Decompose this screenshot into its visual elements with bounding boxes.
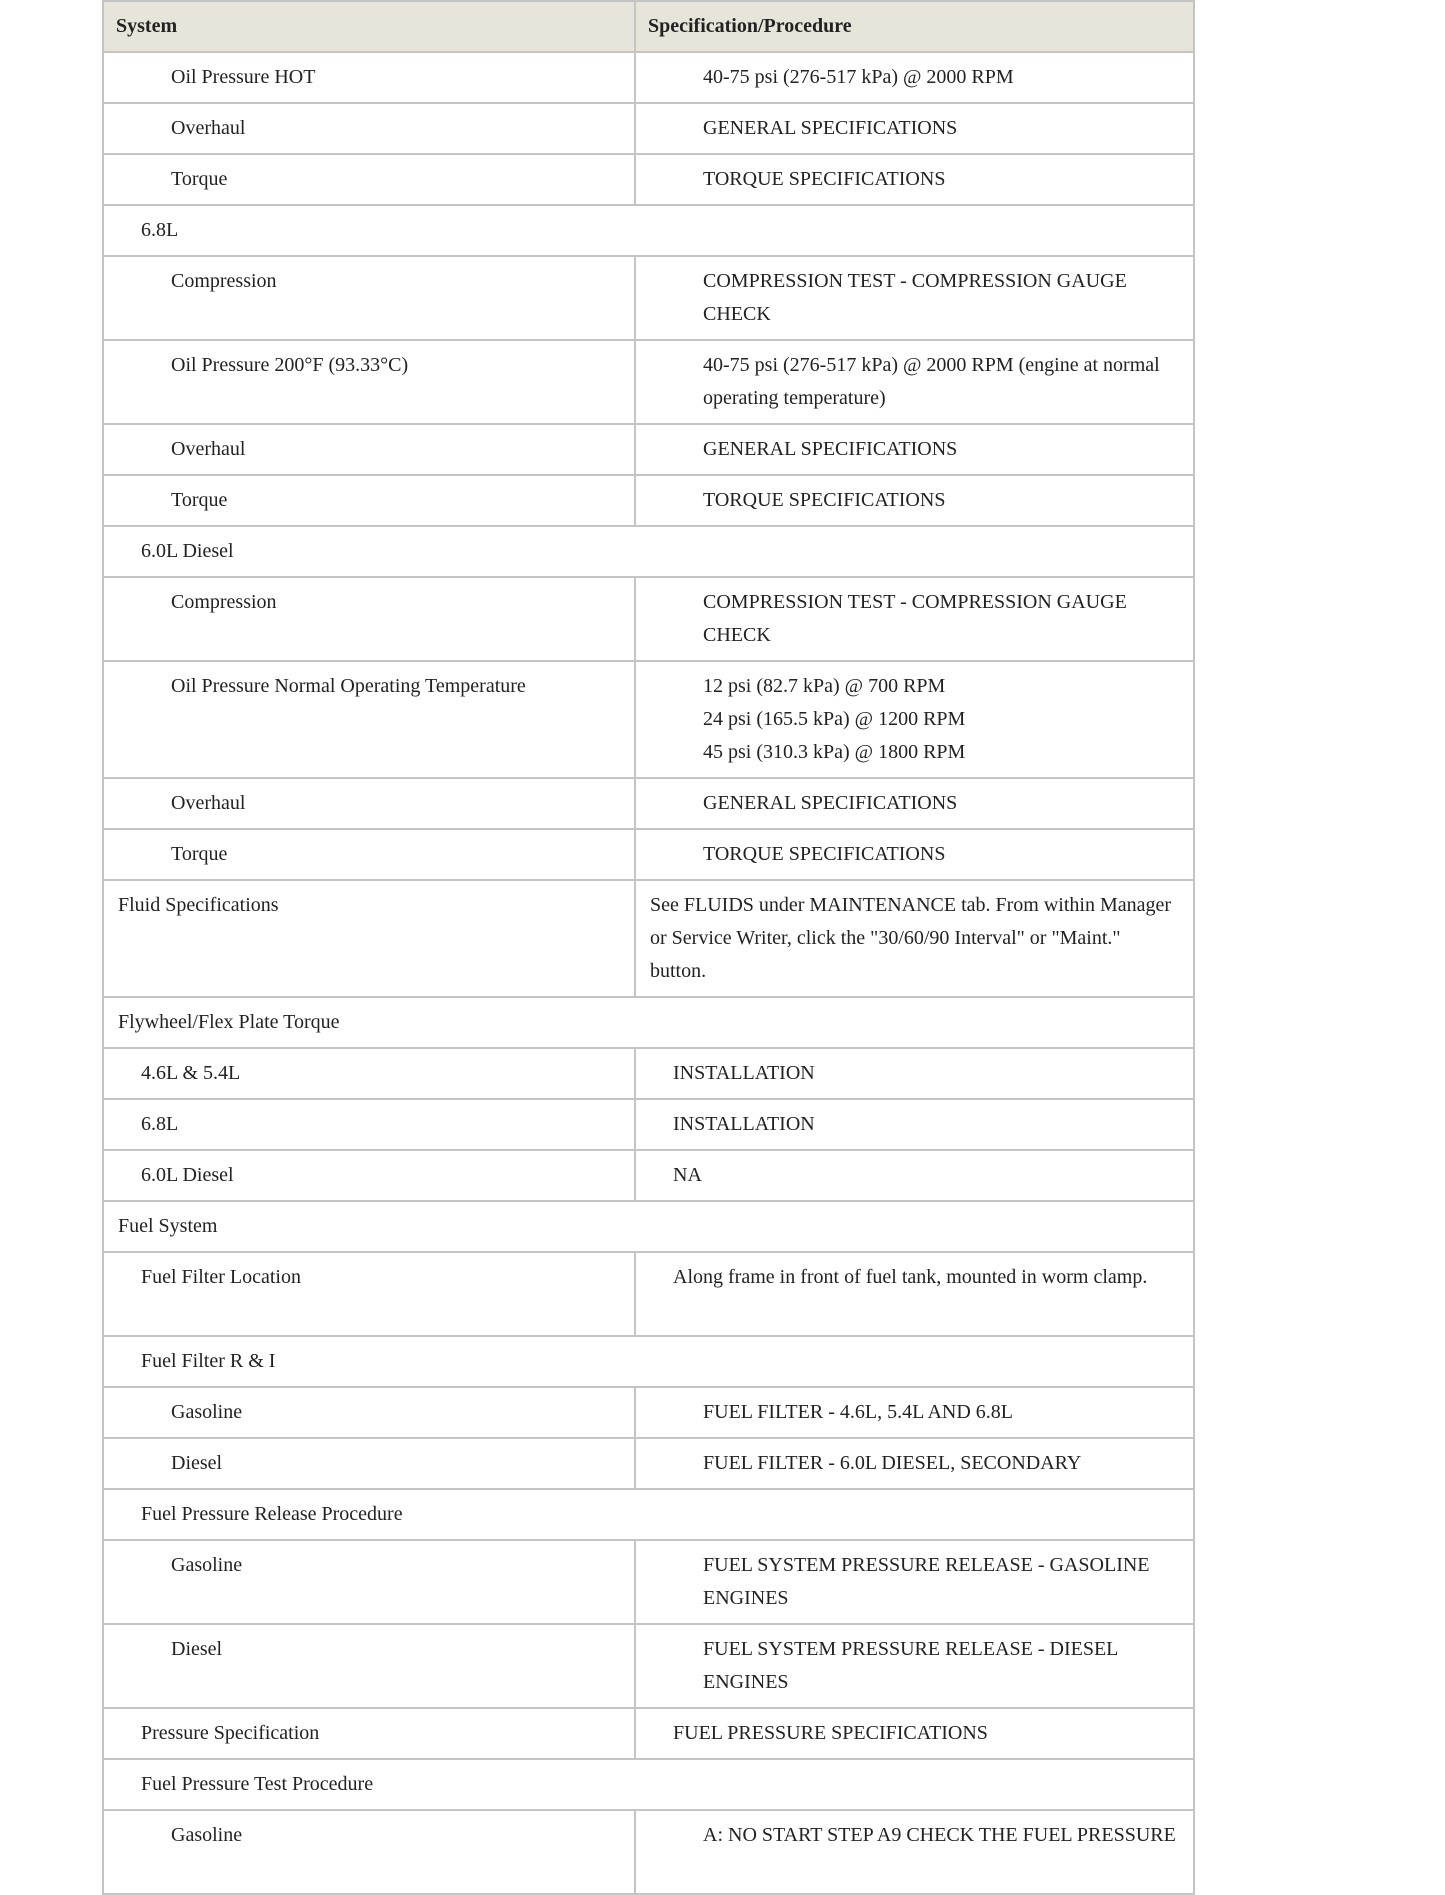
spec-cell: 40-75 psi (276-517 kPa) @ 2000 RPM (engine at normal operating temperature): [635, 340, 1194, 424]
spec-cell: 40-75 psi (276-517 kPa) @ 2000 RPM: [635, 52, 1194, 103]
table-row: [103, 424, 1194, 475]
spec-cell: See FLUIDS under MAINTENANCE tab. From within Manager or Service Writer, click the "30/60/90 Interval" or "Maint." button.: [635, 880, 1194, 997]
table-row: [103, 577, 1194, 661]
system-cell: 6.0L Diesel: [103, 1150, 635, 1201]
system-cell: Oil Pressure HOT: [103, 52, 635, 103]
system-cell: 4.6L & 5.4L: [103, 1048, 635, 1099]
spec-cell: COMPRESSION TEST - COMPRESSION GAUGE CHECK: [635, 256, 1194, 340]
spec-cell: TORQUE SPECIFICATIONS: [635, 154, 1194, 205]
section-heading: Fuel Pressure Release Procedure: [103, 1489, 1194, 1540]
table-row: [103, 340, 1194, 424]
section-heading: 6.8L: [103, 205, 1194, 256]
table-row: [103, 1252, 1194, 1336]
table-row: [103, 103, 1194, 154]
system-cell: Gasoline: [103, 1540, 635, 1624]
table-row: [103, 1540, 1194, 1624]
system-cell: 6.8L: [103, 1099, 635, 1150]
spec-cell: TORQUE SPECIFICATIONS: [635, 829, 1194, 880]
table-header: [103, 1, 1194, 52]
spec-cell: Along frame in front of fuel tank, mounted in worm clamp.: [635, 1252, 1194, 1336]
table-row: [103, 829, 1194, 880]
section-heading: 6.0L Diesel: [103, 526, 1194, 577]
table-row: [103, 256, 1194, 340]
spec-cell: FUEL SYSTEM PRESSURE RELEASE - GASOLINE ENGINES: [635, 1540, 1194, 1624]
table-row: [103, 475, 1194, 526]
system-cell: Overhaul: [103, 778, 635, 829]
section-row: [103, 1489, 1194, 1540]
section-row: [103, 205, 1194, 256]
header-row: [103, 1, 1194, 52]
spec-cell: INSTALLATION: [635, 1048, 1194, 1099]
system-column-header: System: [103, 1, 635, 52]
spec-cell: FUEL FILTER - 6.0L DIESEL, SECONDARY: [635, 1438, 1194, 1489]
table-row: [103, 661, 1194, 778]
spec-cell: GENERAL SPECIFICATIONS: [635, 424, 1194, 475]
system-cell: Gasoline: [103, 1387, 635, 1438]
table-row: [103, 1810, 1194, 1894]
spec-cell: FUEL SYSTEM PRESSURE RELEASE - DIESEL ENGINES: [635, 1624, 1194, 1708]
spec-line: 45 psi (310.3 kPa) @ 1800 RPM: [703, 741, 966, 763]
section-row: [103, 526, 1194, 577]
spec-cell: COMPRESSION TEST - COMPRESSION GAUGE CHECK: [635, 577, 1194, 661]
section-row: [103, 1759, 1194, 1810]
section-heading: Flywheel/Flex Plate Torque: [103, 997, 1194, 1048]
section-row: [103, 1336, 1194, 1387]
spec-cell: NA: [635, 1150, 1194, 1201]
system-cell: Torque: [103, 829, 635, 880]
system-cell: Fluid Specifications: [103, 880, 635, 997]
system-cell: Oil Pressure Normal Operating Temperature: [103, 661, 635, 778]
table-row: [103, 880, 1194, 997]
table-row: [103, 1099, 1194, 1150]
spec-line: 12 psi (82.7 kPa) @ 700 RPM: [703, 675, 946, 697]
spec-column-header: Specification/Procedure: [635, 1, 1194, 52]
system-cell: Diesel: [103, 1438, 635, 1489]
section-row: [103, 1201, 1194, 1252]
system-cell: Fuel Filter Location: [103, 1252, 635, 1336]
table-row: [103, 1387, 1194, 1438]
specifications-table: [102, 0, 1195, 1895]
spec-cell: INSTALLATION: [635, 1099, 1194, 1150]
spec-cell: A: NO START STEP A9 CHECK THE FUEL PRESSURE: [635, 1810, 1194, 1894]
system-cell: Oil Pressure 200°F (93.33°C): [103, 340, 635, 424]
spec-cell: [635, 661, 1194, 778]
table-row: [103, 1048, 1194, 1099]
system-cell: Overhaul: [103, 103, 635, 154]
system-cell: Diesel: [103, 1624, 635, 1708]
table-row: [103, 154, 1194, 205]
spec-cell: FUEL PRESSURE SPECIFICATIONS: [635, 1708, 1194, 1759]
spec-line: 24 psi (165.5 kPa) @ 1200 RPM: [703, 708, 966, 730]
spec-cell: TORQUE SPECIFICATIONS: [635, 475, 1194, 526]
system-cell: Pressure Specification: [103, 1708, 635, 1759]
system-cell: Compression: [103, 256, 635, 340]
spec-cell: GENERAL SPECIFICATIONS: [635, 778, 1194, 829]
table-row: [103, 1624, 1194, 1708]
table-row: [103, 778, 1194, 829]
table-row: [103, 52, 1194, 103]
section-heading: Fuel Pressure Test Procedure: [103, 1759, 1194, 1810]
table-body: [103, 52, 1194, 1894]
system-cell: Gasoline: [103, 1810, 635, 1894]
system-cell: Torque: [103, 475, 635, 526]
section-heading: Fuel Filter R & I: [103, 1336, 1194, 1387]
system-cell: Compression: [103, 577, 635, 661]
system-cell: Overhaul: [103, 424, 635, 475]
system-cell: Torque: [103, 154, 635, 205]
section-heading: Fuel System: [103, 1201, 1194, 1252]
table-row: [103, 1438, 1194, 1489]
section-row: [103, 997, 1194, 1048]
table-row: [103, 1150, 1194, 1201]
table-row: [103, 1708, 1194, 1759]
spec-cell: GENERAL SPECIFICATIONS: [635, 103, 1194, 154]
spec-cell: FUEL FILTER - 4.6L, 5.4L AND 6.8L: [635, 1387, 1194, 1438]
